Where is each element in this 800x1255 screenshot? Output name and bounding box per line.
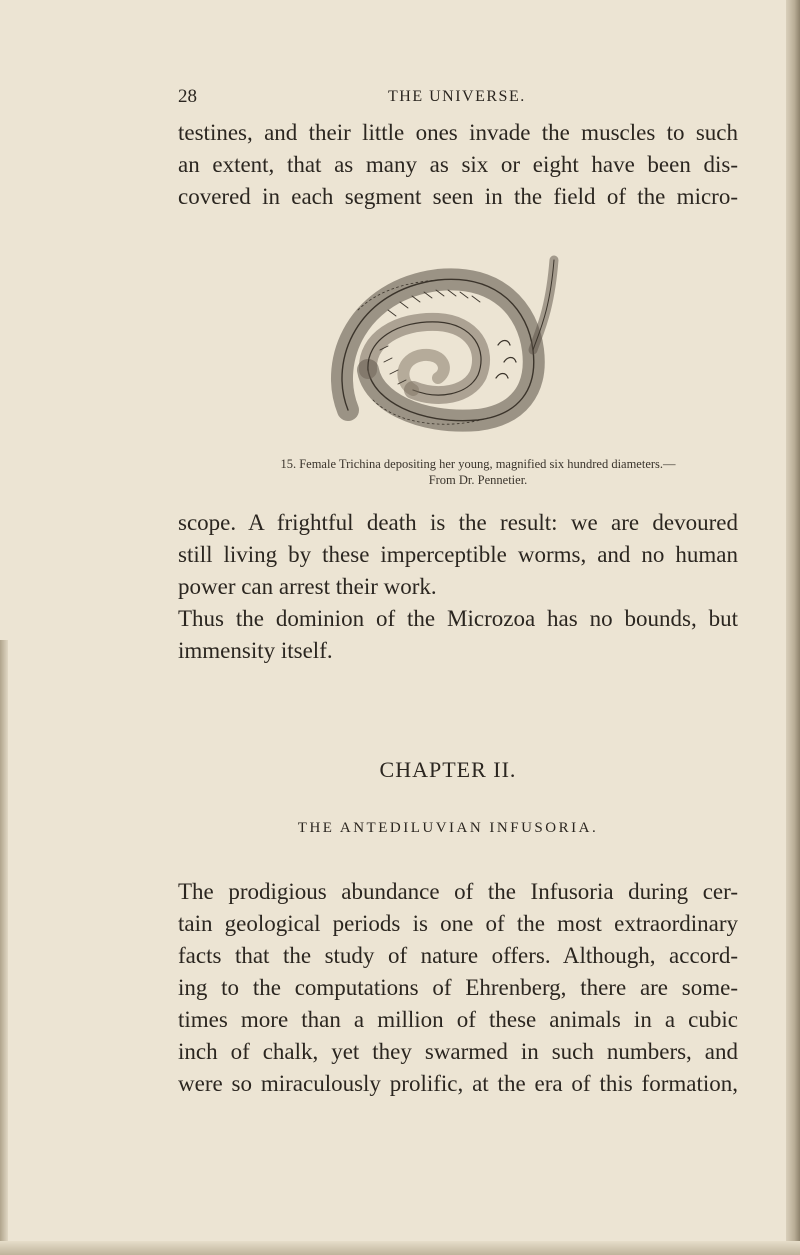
page-header bbox=[178, 86, 778, 116]
paragraph-middle bbox=[178, 507, 738, 603]
text-line: an extent, that as many as six or eight have been dis- bbox=[178, 152, 738, 177]
text-line: covered in each segment seen in the field of the micro- bbox=[178, 184, 738, 209]
figure-caption bbox=[238, 456, 718, 488]
text-line: times more than a million of these animals in a cubic bbox=[178, 1007, 738, 1032]
chapter-title: CHAPTER II. bbox=[379, 757, 517, 782]
text-line: power can arrest their work. bbox=[178, 574, 437, 599]
page-edge-right bbox=[786, 0, 800, 1255]
caption-line: 15. Female Trichina depositing her young, magnified six hundred diameters.— bbox=[280, 457, 676, 471]
page-number: 28 bbox=[178, 86, 197, 107]
page-edge-left bbox=[0, 640, 8, 1255]
chapter-subtitle: THE ANTEDILUVIAN INFUSORIA. bbox=[297, 820, 599, 836]
running-head: THE UNIVERSE. bbox=[388, 88, 526, 105]
text-line: immensity itself. bbox=[178, 638, 333, 663]
text-line: were so miraculously prolific, at the era of this formation, bbox=[178, 1071, 738, 1096]
text-line: scope. A frightful death is the result: we are devoured bbox=[178, 510, 738, 535]
text-line: still living by these imperceptible worms, and no human bbox=[178, 542, 738, 567]
text-line: Thus the dominion of the Microzoa has no bounds, but bbox=[178, 606, 738, 631]
paragraph-top bbox=[178, 117, 738, 213]
text-line: inch of chalk, yet they swarmed in such numbers, and bbox=[178, 1039, 738, 1064]
text-line: ing to the computations of Ehrenberg, there are some- bbox=[178, 975, 738, 1000]
paragraph-bottom bbox=[178, 876, 738, 1100]
text-line: tain geological periods is one of the most extraordinary bbox=[178, 911, 738, 936]
text-line: facts that the study of nature offers. Although, accord- bbox=[178, 943, 738, 968]
page-edge-bottom bbox=[0, 1241, 800, 1255]
caption-line: From Dr. Pennetier. bbox=[428, 473, 528, 487]
paragraph-middle-2 bbox=[178, 603, 738, 667]
trichina-illustration bbox=[328, 250, 588, 440]
text-line: testines, and their little ones invade the muscles to such bbox=[178, 120, 738, 145]
text-line: The prodigious abundance of the Infusoria during cer- bbox=[178, 879, 738, 904]
